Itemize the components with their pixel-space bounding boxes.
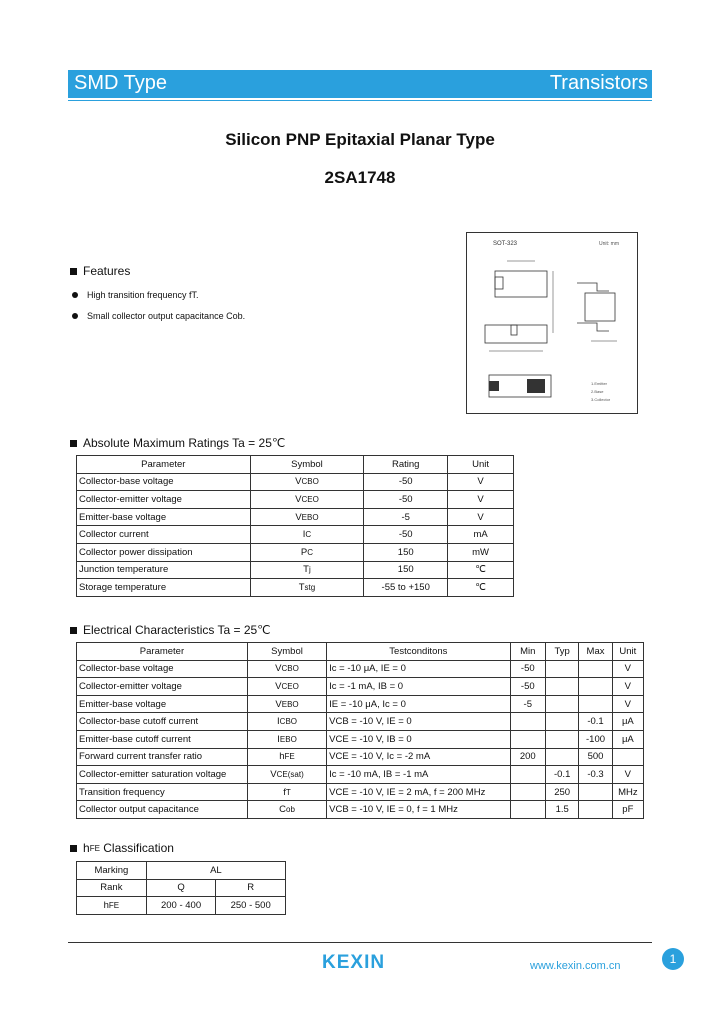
cell-parameter: Emitter-base voltage [77,695,248,713]
features-list [72,284,245,326]
cell-typ [546,695,579,713]
cell-unit: V [448,473,514,491]
cell-typ [546,713,579,731]
elec-heading: Electrical Characteristics Ta = 25℃ [70,623,271,637]
cell-typ: 1.5 [546,801,579,819]
cell-rating: 150 [364,543,448,561]
cell-symbol: VCEO [250,491,364,509]
cell-unit: μA [612,713,643,731]
cell-unit: MHz [612,783,643,801]
table-row [77,491,514,509]
cell-typ [546,660,579,678]
cell-parameter: Forward current transfer ratio [77,748,248,766]
cell-condition: VCE = -10 V, IE = 2 mA, f = 200 MHz [327,783,510,801]
cell-min: 200 [510,748,545,766]
cell-symbol: VCE(sat) [247,766,326,784]
cell-condition: Ic = -10 mA, IB = -1 mA [327,766,510,784]
cell-unit: mW [448,543,514,561]
table-row [77,713,644,731]
cell-max [579,678,612,696]
cell-symbol: Tstg [250,579,364,597]
cell-condition: VCB = -10 V, IE = 0, f = 1 MHz [327,801,510,819]
cell-hfe-label: hFE [77,897,147,915]
table-row [77,730,644,748]
table-row [77,862,286,880]
cell-symbol: hFE [247,748,326,766]
cell-max [579,783,612,801]
cell-rating: -5 [364,508,448,526]
table-row [77,766,644,784]
hfe-classification-table [76,861,286,915]
cell-parameter: Storage temperature [77,579,251,597]
abs-max-heading: Absolute Maximum Ratings Ta = 25℃ [70,436,285,450]
cell-unit: pF [612,801,643,819]
cell-rank-r: R [216,879,286,897]
cell-symbol: PC [250,543,364,561]
cell-unit: V [612,695,643,713]
table-row [77,579,514,597]
side-view-lead [577,283,609,291]
table-row [77,783,644,801]
side-view-lead [577,323,609,331]
cell-symbol: VCEO [247,678,326,696]
cell-max: -100 [579,730,612,748]
cell-max: -0.3 [579,766,612,784]
pad [489,381,499,391]
cell-max [579,660,612,678]
cell-condition: VCE = -10 V, Ic = -2 mA [327,748,510,766]
cell-parameter: Collector-base voltage [77,473,251,491]
table-row [77,678,644,696]
hfe-heading: h FE Classification [70,841,174,855]
header-bar [68,70,652,98]
cell-min: -50 [510,678,545,696]
square-bullet-icon [70,845,77,852]
cell-parameter: Junction temperature [77,561,251,579]
table-header-row [77,643,644,661]
cell-parameter: Collector-emitter voltage [77,678,248,696]
bullet-icon [72,292,78,298]
header-smd-type: SMD Type [74,72,167,94]
cell-rating: -50 [364,491,448,509]
table-row [77,801,644,819]
bullet-icon [72,313,78,319]
column-header: Typ [546,643,579,661]
cell-max: -0.1 [579,713,612,731]
cell-min [510,766,545,784]
package-outline-drawing [466,232,638,414]
cell-unit [612,748,643,766]
cell-parameter: Collector-base cutoff current [77,713,248,731]
cell-min [510,730,545,748]
column-header: Symbol [250,456,364,474]
square-bullet-icon [70,268,77,275]
pin-2 [511,325,517,335]
cell-symbol: fT [247,783,326,801]
cell-max [579,695,612,713]
table-row [77,561,514,579]
part-number: 2SA1748 [324,168,396,187]
kexin-logo: KEXIN [322,952,386,973]
features-heading: Features [70,264,130,278]
header-underline [68,100,652,101]
cell-parameter: Collector-emitter voltage [77,491,251,509]
cell-parameter: Emitter-base cutoff current [77,730,248,748]
cell-symbol: ICBO [247,713,326,731]
package-name-label: SOT-323 [493,241,518,247]
document-title: Silicon PNP Epitaxial Planar Type [225,130,495,149]
header-transistors: Transistors [549,72,648,94]
square-bullet-icon [70,440,77,447]
cell-typ: -0.1 [546,766,579,784]
cell-unit: V [612,660,643,678]
cell-typ [546,678,579,696]
footer-divider [68,942,652,943]
cell-symbol: VCBO [250,473,364,491]
table-row [77,543,514,561]
cell-unit: μA [612,730,643,748]
page-number: 1 [662,948,684,970]
cell-rating: 150 [364,561,448,579]
front-view-body [485,325,547,343]
table-row [77,526,514,544]
cell-parameter: Collector current [77,526,251,544]
feature-item: Small collector output capacitance Cob. [72,305,245,326]
cell-rank-label: Rank [77,879,147,897]
cell-condition: Ic = -1 mA, IB = 0 [327,678,510,696]
cell-condition: VCE = -10 V, IB = 0 [327,730,510,748]
square-bullet-icon [70,627,77,634]
cell-condition: Ic = -10 μA, IE = 0 [327,660,510,678]
column-header: Symbol [247,643,326,661]
cell-parameter: Collector output capacitance [77,801,248,819]
package-diagram-svg [467,233,639,415]
cell-parameter: Transition frequency [77,783,248,801]
cell-min: -50 [510,660,545,678]
cell-rank-q: Q [146,879,216,897]
cell-symbol: IC [250,526,364,544]
abs-max-table [76,455,514,597]
cell-symbol: VCBO [247,660,326,678]
cell-min [510,801,545,819]
cell-typ [546,748,579,766]
cell-range-q: 200 - 400 [146,897,216,915]
cell-symbol: VEBO [247,695,326,713]
cell-typ [546,730,579,748]
cell-unit: ℃ [448,579,514,597]
cell-rating: -50 [364,473,448,491]
unit-label: Unit: mm [599,241,619,247]
cell-min: -5 [510,695,545,713]
cell-max: 500 [579,748,612,766]
cell-rating: -55 to +150 [364,579,448,597]
cell-condition: IE = -10 μA, Ic = 0 [327,695,510,713]
table-header-row [77,456,514,474]
column-header: Max [579,643,612,661]
column-header: Parameter [77,643,248,661]
cell-symbol: VEBO [250,508,364,526]
legend-emitter: 1.Emitter [591,381,608,386]
column-header: Unit [448,456,514,474]
cell-unit: V [448,491,514,509]
pad [527,379,545,393]
cell-min [510,713,545,731]
cell-unit: V [448,508,514,526]
column-header: Unit [612,643,643,661]
pin-1 [495,277,503,289]
table-row [77,695,644,713]
cell-marking-label: Marking [77,862,147,880]
column-header: Parameter [77,456,251,474]
cell-symbol: Cob [247,801,326,819]
cell-rating: -50 [364,526,448,544]
cell-symbol: IEBO [247,730,326,748]
column-header: Testconditons [327,643,510,661]
elec-char-table [76,642,644,819]
cell-parameter: Collector-base voltage [77,660,248,678]
table-row [77,508,514,526]
feature-item: High transition frequency fT. [72,284,245,305]
legend-collector: 3.Collector [591,397,611,402]
cell-symbol: Tj [250,561,364,579]
side-view-body [585,293,615,321]
cell-max [579,801,612,819]
cell-condition: VCB = -10 V, IE = 0 [327,713,510,731]
table-row [77,660,644,678]
cell-marking-value: AL [146,862,285,880]
table-row [77,473,514,491]
table-row [77,748,644,766]
cell-parameter: Collector power dissipation [77,543,251,561]
cell-unit: V [612,678,643,696]
cell-unit: V [612,766,643,784]
cell-typ: 250 [546,783,579,801]
cell-unit: mA [448,526,514,544]
table-row [77,879,286,897]
column-header: Min [510,643,545,661]
column-header: Rating [364,456,448,474]
legend-base: 2.Base [591,389,604,394]
cell-min [510,783,545,801]
cell-parameter: Emitter-base voltage [77,508,251,526]
table-row [77,897,286,915]
website-link[interactable]: www.kexin.com.cn [530,960,621,972]
cell-range-r: 250 - 500 [216,897,286,915]
cell-unit: ℃ [448,561,514,579]
cell-parameter: Collector-emitter saturation voltage [77,766,248,784]
